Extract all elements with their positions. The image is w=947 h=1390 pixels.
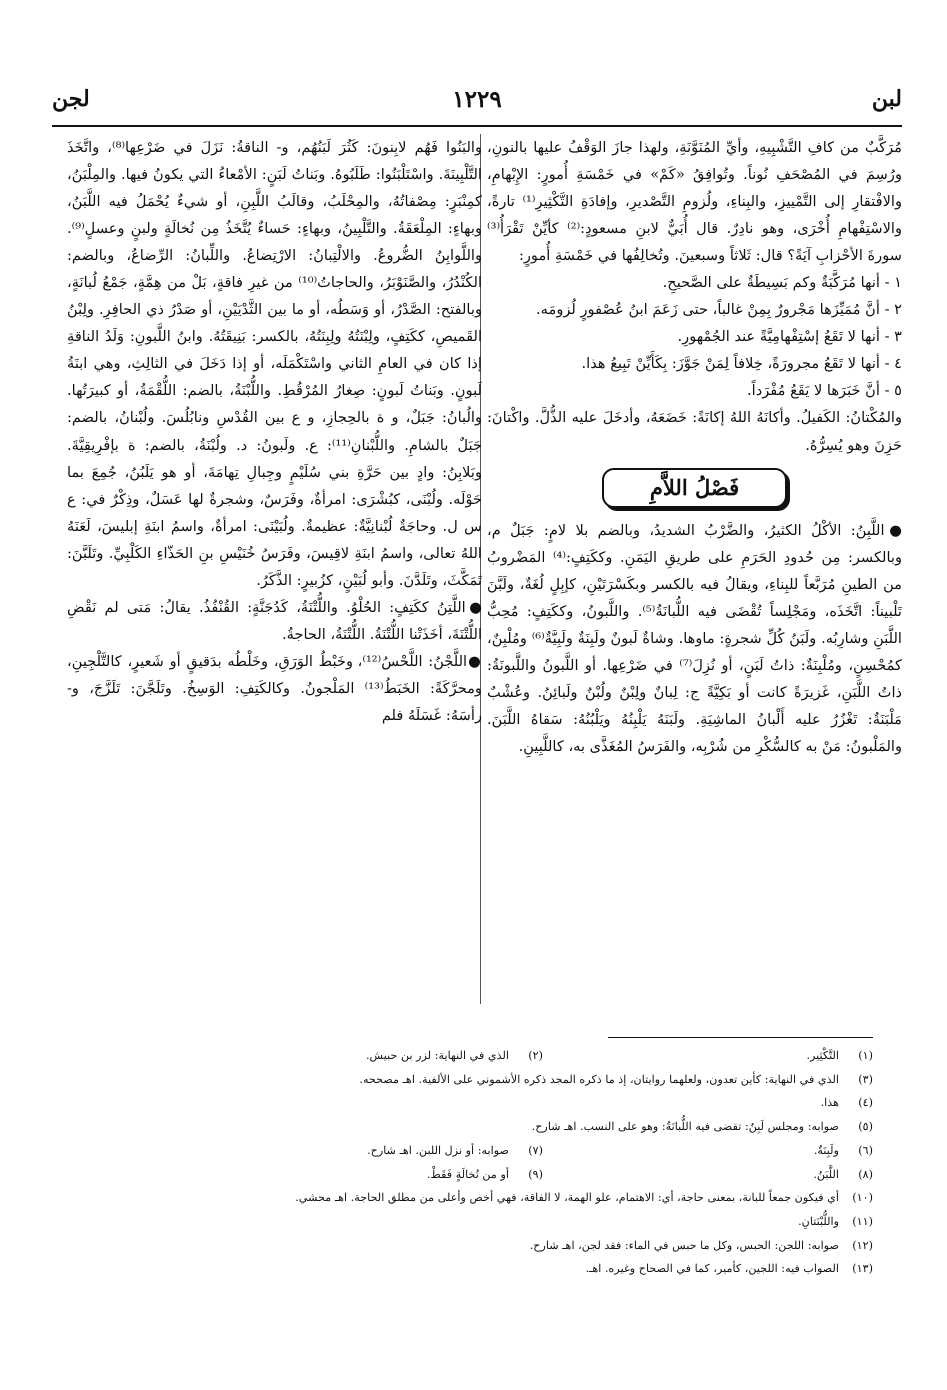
list-item: ٢ - أنَّ مُمَيِّزَها مَجْرورٌ بِمِنْ غالباً، حتى زَعَمَ ابنُ عُصْفورٍ لُزومَه. (536, 301, 902, 319)
paragraph: مُرَكَّبٌ من كافِ التَّشْبِيهِ، وأيِّ المُنَوَّنَةِ، ولهذا جازَ الوَقْفُ عليها بالنونِ، ورُسِمَ في المُصْحَفِ نُوناً. وتُوافِقُ «كَمْ» في خَمْسَةِ أُمورٍ: الإِبْهامِ، والافْتقارِ إلى التَّمْييزِ، والبِناءِ، ولُزومِ التَّصْديرِ، وإفادَةِ التَّكْثِيرِ⁽¹⁾ تارةً، والاسْتِفْهامِ أُخْرَى، وهو نادِرٌ. قال أُبَيٌّ لابنِ مسعودٍ:⁽²⁾ كأيِّنْ تَقْرَأُ⁽³⁾ سورةَ الأحْزابِ آيَةً؟ قال: ثَلاثاً وسبعينَ. وتُخالِفُها في خَمْسَةِ أُمورٍ: (487, 139, 902, 265)
footnote-row (43, 1068, 873, 1092)
footnote-number: (٢) (528, 1049, 543, 1062)
footnote-text: الذي في النهاية: لزر بن حبيش. (365, 1049, 509, 1062)
footnote-text: صوابه: أو نزل اللبن. اهـ شارح. (367, 1143, 509, 1157)
footnote-number: (٧) (528, 1143, 543, 1157)
paragraph: والمُكْتانُ: الكَفيلُ. وأكانَهُ اللهُ إكانَةً: خَضَعَهُ، وأدخَلَ عليه الذُّلَّ. واكْتانَ: حَزِنَ وهو يُسِرُّهُ. (487, 409, 902, 454)
entry-paragraph: ●اللَّبِنُ: الأكْلُ الكثيرُ، والضَّرْبُ الشديدُ، وبالضم بلا لامٍ: جَبَلٌ م، وبالكسر: مِن حُدودِ الحَرَمِ على طريقِ اليَمَنِ. وككَتِفٍ:⁽⁴⁾ المَضْروبُ من الطينِ مُرَبَّعاً للبِناءِ، ويقالُ فيه بالكسر وبكَسْرَتَيْنِ، كإبِلٍ لُغَةٌ، ولَبَّنَ تَلْبيناً: اتَّخَذَه، ومَجْلِساً تُقْضَى فيه اللُّبانَةُ⁽⁵⁾. واللَّبونُ، وككَتِفٍ: مُحِبُّ اللَّبَنِ وشارِبُه. ولَبَنُ كُلِّ شجرةٍ: ماوها. وشاةٌ لَبونٌ ولَبِنَةٌ ولَبِيَّةٌ⁽⁶⁾ ومُلْبِنٌ، كمُحْسِنٍ، ومُلْبِنَةٌ: ذاتُ لَبَنٍ، أو نُزِلَ⁽⁷⁾ في ضَرْعِها. أو اللَّبونُ واللَّبونَةُ: ذاتُ اللَّبَنِ، غَزيرَةً كانت أو بَكِيَّةً ج: لِبانٌ ولِبْنٌ ولُبْنٌ ولَبائِنُ. وعُشْبٌ مَلْبَنَةٌ: تَغْزُرُ عليه أَلْبانُ الماشِيَةِ. ولَبَنَهُ يَلْبِنُهُ ويَلْبُنُهُ: سَقاهُ اللَّبَنَ. والمَلْبونُ: مَنْ به كالسُّكْرِ من شُرْبِه، والفَرَسُ المُغَذَّى به، كاللَّبِينِ. (487, 521, 903, 755)
page-header (52, 86, 902, 120)
footnote-number: (١٣) (852, 1262, 873, 1276)
footnote-number: (٥) (858, 1120, 873, 1134)
footnote-row (43, 1210, 873, 1234)
list-item: ١ - أنها مُرَكَّبَةٌ وكم بَسِيطَةٌ على الصَّحيحِ. (662, 274, 902, 292)
left-column (67, 134, 482, 729)
entry-paragraph: ●اللَّجْنُ: اللَّحْسُ⁽¹²⁾، وخَبْطُ الوَرَقِ، وخَلْطُه بدَقيقٍ أو شَعيرٍ، كالتَّلْجِينِ، ومحرَّكَةً: الخَبَطُ⁽¹³⁾ المَلْجونُ. وكالكَتِفِ: الوَسِخُ. وتَلَجَّنَ: تَلَزَّجَ، و- رأسَهُ: غَسَلَهُ فلم (67, 652, 482, 724)
footnote-number: (٩) (528, 1167, 543, 1181)
footnote-text: الذي في النهاية: كأين تعدون، ولعلهما روايتان، إذ ما ذكره المجد ذكره الأشموني على الألفية. اهـ مصححه. (359, 1072, 839, 1086)
section-title: فَصْلُ اللاَّمِ (602, 468, 787, 508)
footnote-rule (608, 1037, 873, 1038)
footnote-text: الصواب فيه: اللجين، كأمير، كما في الصحاح وغيره. اهـ. (585, 1262, 839, 1276)
footnote-text: اللَّبَنُ. (813, 1167, 839, 1181)
footnote-row (43, 1186, 873, 1210)
footnote-text: صوابه: ومجلس لَبِنٌ: تقضى فيه اللُّبانَةُ: وهو على النسب. اهـ شارح. (531, 1120, 839, 1134)
footnote-row (43, 1091, 873, 1115)
right-column (487, 134, 902, 760)
footnote-text: أو من نُخالَةٍ فَقَطْ. (426, 1167, 509, 1181)
footnote-number: (٤) (858, 1096, 873, 1110)
page-number: ١٢٢٩ (452, 86, 502, 113)
entry-paragraph: والبَنُوا فَهُم لابِنونَ: كَثُرَ لَبَنُهُم، و- الناقةُ: نَزَلَ في ضَرْعِها⁽⁸⁾، واتَّخَذَ التَّلْبِينَةَ. واسْتَلْبَنُوا: طَلَبُوهُ. وبَناتُ لَبَنٍ: الأمْعاءُ التي يكونُ فيها. والمِلْبَنُ، كمِنْبَرٍ: مِصْفاتُهُ، والمِحْلَبُ، وقالَبُ اللَّبِنِ، أو شيءٌ يُحْمَلُ فيه اللَّبَنُ، وبهاءٍ: المِلْعَقَةُ. والتَّلْبِينُ، وبهاءٍ: حَساءٌ يُتَّخَذُ مِن نُخالَةٍ ولبنٍ وعسلٍ⁽⁹⁾. واللَّوابِنُ الضُّروعُ. والالْتِبانُ: الارْتِضاعُ. واللِّبانُ: الرِّضاعُ، وبالضم: الكُنْدُرُ، والصَّنَوْبَرُ، والحاجاتُ⁽¹⁰⁾ من غيرِ فاقةٍ، بَلْ من هِمَّةٍ، جَمْعُ لُبانَةٍ، وبالفتح: الصَّدْرُ، أو وَسَطُه، أو ما بين الثَّدْيَيْنِ، أو صَدْرُ ذي الحافِرِ. ولِبْنُ القَميصِ، ككَتِفٍ، ولِبْنَتُهُ ولِبِنَتُهُ، بالكسر: بَنِيقَتُهُ. وابنُ اللَّبونِ: وَلَدُ الناقةِ إذا كان في العامِ الثاني واسْتَكْمَلَه، أو إذا دَخَلَ في الثالِثِ، وهي ابنَةُ لَبونٍ. وبَناتُ لَبونٍ: صِغارُ المُرْقُطِ. واللُّبْنَةُ، بالضم: اللُّقْمَةُ، أو كبيرَتُها. والُبانُ: جَبَلٌ، و ة بالحِجازِ، و ع بين القُدْسِ ونابُلُسَ. ولُبْنانُ، بالضم: جَبَلٌ بالشامِ. واللُّبْنانِ⁽¹¹⁾: ع. ولَبونُ: د. ولُبْنَةُ، بالضم: ة بإفْرِيقِيَّةَ. وبَلابِنُ: وادٍ بين حَرَّةِ بني سُلَيْمٍ وجِبالِ تِهامَةَ، أو هو يَلَبُنُ، جُمِعَ بما حَوْلَه. ولُبْنَى، كبُشْرَى: امرأةٌ، وفَرَسٌ، وشجرةٌ لها عَسَلٌ، وذِكْرٌ في: ع س ل. وحاجَةٌ لُبْنانِيَّةٌ: عظيمةٌ. ولُبَيْنَى: امرأةٌ، واسمُ ابنَةِ إبليسَ، لَعَنَهُ اللهُ تعالى، واسمُ ابنَةِ لاقِيسَ، وفَرَسُ خُنَيْسِ بنِ الحَذّاءِ الكَلْبِيِّ. وتَلَبَّنَ: تَمَكَّثَ، وتَلَدَّنَ. وأبو لُبَيْنٍ، كزُبيرٍ: الذَّكَرُ. (67, 139, 482, 589)
footnote-number: (٨) (858, 1167, 873, 1181)
footnote-text: أي فيكون جمعاً للبانة، بمعنى حاجة، أي: الاهتمام، علو الهمة، لا الفاقة، فهي أخص وأعلى من مطلق الحاجة. اهـ محشي. (295, 1191, 839, 1205)
header-left-word: لجن (52, 86, 90, 112)
footnote-row (43, 1234, 873, 1258)
header-rule (52, 125, 902, 127)
footnote-number: (١١) (852, 1214, 873, 1228)
list-item: ٥ - أنَّ خَبَرَها لا يَقَعُ مُفْرَداً. (747, 382, 902, 400)
footnote-text: واللُّبْنَتانِ. (798, 1214, 839, 1228)
entry-paragraph: ●اللَّتِنُ ككَتِفٍ: الحُلْوُ. واللُّتْنَةُ، كَدُجَنَّةٍ: القُنْفُذُ. يقالُ: مَتى لم نَقْضِ اللُّتْنَةَ، أخَذَتْنا اللُّتْنَةُ. اللُّتْنَةُ، الحاجةُ. (67, 598, 482, 643)
footnote-row (43, 1257, 873, 1281)
footnote-text: هذا. (820, 1096, 839, 1110)
footnote-row (43, 1044, 873, 1068)
section-heading (487, 459, 902, 517)
header-right-word: لبن (871, 86, 902, 112)
footnote-number: (٣) (858, 1072, 873, 1086)
footnote-text: صوابه: اللجن: الحبس، وكل ما حبس في الماء: فقد لجن، اهـ شارح. (529, 1238, 839, 1252)
footnote-text: التَّكْثِير. (806, 1049, 839, 1062)
footnotes (43, 1044, 873, 1281)
footnote-row (43, 1163, 873, 1187)
list-item: ٣ - أنها لا تَقَعُ إسْتِفْهامِيَّةً عند الجُمْهورِ. (677, 328, 902, 346)
list-item: ٤ - أنها لا تَقَعُ مجرورَةً، خِلافاً لِمَنْ جَوَّزَ: بِكَأَيِّنْ تَبِيعُ هذا. (581, 355, 902, 373)
footnote-number: (١) (858, 1049, 873, 1062)
footnote-text: ولَبِنَةٌ. (813, 1143, 839, 1157)
footnote-row (43, 1139, 873, 1163)
footnote-row (43, 1115, 873, 1139)
footnote-number: (١٠) (852, 1191, 873, 1205)
footnote-number: (٦) (858, 1143, 873, 1157)
footnote-number: (١٢) (852, 1238, 873, 1252)
